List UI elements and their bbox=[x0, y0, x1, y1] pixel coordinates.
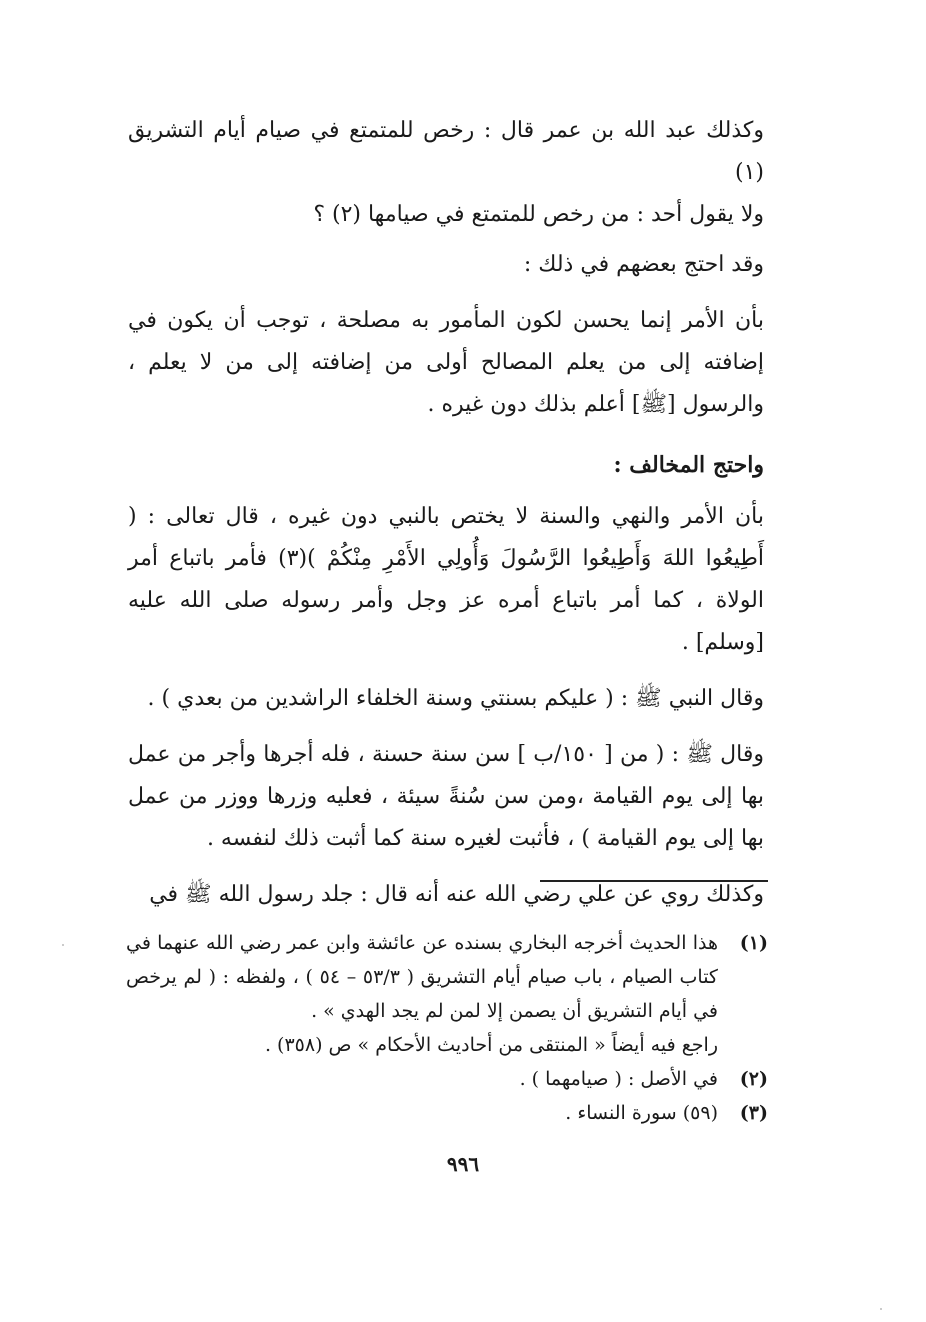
footnote-1-text: هذا الحديث أخرجه البخاري بسنده عن عائشة وابن عمر رضي الله عنهما في كتاب الصيام ، باب صيام أيام التشريق ( ٥٣/٣ – ٥٤ ) ، ولفظه : ( لم يرخص في أيام التشريق أن يصمن إلا لمن لم يجد الهدي » . bbox=[126, 932, 718, 1022]
paragraph-4: بأن الأمر والنهي والسنة لا يختص بالنبي دون غيره ، قال تعالى : ( أَطِيعُوا اللهَ وَأَطِيعُوا الرَّسُولَ وَأُولِي الأَمْرِ مِنْكُمْ )(٣) فأمر باتباع أمر الولاة ، كما أمر باتباع أمره عز وجل وأمر رسوله صلى الله عليه [وسلم] . bbox=[128, 504, 764, 655]
paragraph-5: وقال النبي ﷺ : ( عليكم بسنتي وسنة الخلفاء الراشدين من بعدي ) . bbox=[147, 686, 764, 711]
paragraph-6: وقال ﷺ : ( من [ ١٥٠/ب ] سن سنة حسنة ، فله أجرها وأجر من عمل بها إلى يوم القيامة ،ومن سن سُنةً سيئة ، فعليه وزرها ووزر من عمل بها إلى يوم القيامة ) ، فأثبت لغيره سنة كما أثبت ذلك لنفسه . bbox=[128, 742, 764, 851]
footnote-2-text: في الأصل : ( صيامهما ) . bbox=[519, 1068, 718, 1090]
footnote-1-extra: راجع فيه أيضاً « المنتقى من أحاديث الأحكام » ص (٣٥٨) . bbox=[264, 1034, 718, 1056]
scan-speck bbox=[62, 944, 64, 946]
footnote-2 bbox=[126, 1062, 768, 1096]
paragraph-3: بأن الأمر إنما يحسن لكون المأمور به مصلحة ، توجب أن يكون في إضافته إلى من يعلم المصالح أولى من إضافته إلى من لا يعلم ، والرسول [ﷺ] أعلم بذلك دون غيره . bbox=[128, 308, 764, 417]
footnote-2-number: (٢) bbox=[739, 1068, 768, 1090]
paragraph-2: وقد احتج بعضهم في ذلك : bbox=[523, 252, 764, 277]
scan-speck bbox=[880, 1308, 882, 1310]
footnotes bbox=[126, 926, 768, 1130]
footnote-3 bbox=[126, 1096, 768, 1130]
page-number: ٩٩٦ bbox=[446, 1152, 480, 1176]
footnote-3-number: (٣) bbox=[739, 1102, 768, 1124]
paragraph-7: وكذلك روي عن علي رضي الله عنه أنه قال : جلد رسول الله ﷺ في bbox=[149, 882, 764, 907]
section-heading: واحتج المخالف : bbox=[613, 452, 764, 478]
footnote-separator bbox=[540, 880, 768, 882]
main-text bbox=[128, 110, 764, 930]
footnote-1 bbox=[126, 926, 768, 1028]
footnote-1-number: (١) bbox=[739, 932, 768, 954]
paragraph-1-line-1: وكذلك عبد الله بن عمر قال : رخص للمتمتع في صيام أيام التشريق (١) bbox=[128, 118, 764, 185]
paragraph-1-line-2: ولا يقول أحد : من رخص للمتمتع في صيامها (٢) ؟ bbox=[313, 202, 764, 227]
footnote-3-text: (٥٩) سورة النساء . bbox=[565, 1102, 718, 1124]
paragraph-1 bbox=[128, 110, 764, 236]
